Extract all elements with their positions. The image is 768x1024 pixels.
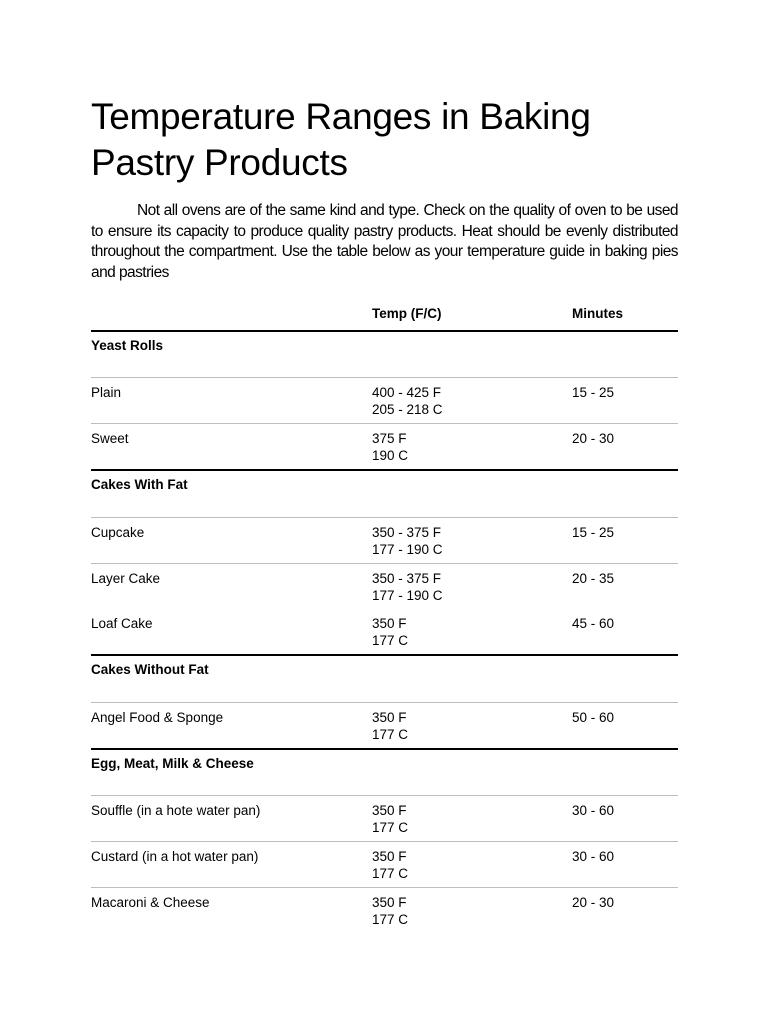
temp-f: 350 - 375 F xyxy=(372,525,442,540)
temp-cell xyxy=(372,524,443,558)
temp-c: 177 - 190 C xyxy=(372,542,443,557)
temp-cell xyxy=(372,848,408,882)
minutes-cell: 15 - 25 xyxy=(572,385,615,400)
table-header xyxy=(91,300,678,330)
temp-f: 350 F xyxy=(372,895,407,910)
minutes-cell: 20 - 30 xyxy=(572,431,615,446)
page-title: Temperature Ranges in Baking Pastry Products xyxy=(91,96,591,183)
temp-c: 177 C xyxy=(372,820,409,835)
minutes-cell: 30 - 60 xyxy=(572,849,615,864)
temp-f: 350 F xyxy=(372,710,407,725)
temp-f: 350 F xyxy=(372,803,407,818)
group-label: Cakes Without Fat xyxy=(91,662,209,677)
item-name: Loaf Cake xyxy=(91,616,153,631)
item-name: Layer Cake xyxy=(91,571,161,586)
item-name: Angel Food & Sponge xyxy=(91,710,224,725)
minutes-cell: 15 - 25 xyxy=(572,525,615,540)
minutes-cell: 30 - 60 xyxy=(572,803,615,818)
minutes-cell: 50 - 60 xyxy=(572,710,615,725)
temp-c: 177 C xyxy=(372,866,409,881)
temperature-table xyxy=(91,300,678,933)
table-row xyxy=(91,841,678,887)
table-row xyxy=(91,377,678,423)
temp-cell xyxy=(372,570,443,604)
temp-f: 350 F xyxy=(372,616,407,631)
item-name: Cupcake xyxy=(91,525,145,540)
temp-c: 190 C xyxy=(372,448,409,463)
table-row xyxy=(91,795,678,841)
group-header-cakes-with-fat xyxy=(91,469,678,517)
group-header-cakes-without-fat xyxy=(91,654,678,702)
table-row xyxy=(91,609,678,654)
temp-f: 350 - 375 F xyxy=(372,571,442,586)
temp-c: 177 C xyxy=(372,727,409,742)
table-row xyxy=(91,887,678,933)
intro-paragraph: Not all ovens are of the same kind and type. Check on the quality of oven to be used to ensure its capacity to produce quality pastry products. Heat should be evenly distributed throughout the compartment. Use the table below as your temperature guide in baking pies and pastries xyxy=(91,202,678,281)
minutes-cell: 20 - 35 xyxy=(572,571,615,586)
temp-c: 205 - 218 C xyxy=(372,402,443,417)
temp-f: 375 F xyxy=(372,431,407,446)
header-temp: Temp (F/C) xyxy=(372,306,442,321)
item-name: Souffle (in a hote water pan) xyxy=(91,803,261,818)
minutes-cell: 45 - 60 xyxy=(572,616,615,631)
group-label: Egg, Meat, Milk & Cheese xyxy=(91,756,254,771)
table-row xyxy=(91,702,678,748)
minutes-cell: 20 - 30 xyxy=(572,895,615,910)
temp-f: 400 - 425 F xyxy=(372,385,442,400)
group-label: Cakes With Fat xyxy=(91,477,188,492)
temp-cell xyxy=(372,384,443,418)
temp-c: 177 C xyxy=(372,633,409,648)
header-minutes: Minutes xyxy=(572,306,624,321)
temp-c: 177 C xyxy=(372,912,409,927)
group-header-egg-meat-milk-cheese xyxy=(91,748,678,795)
temp-cell xyxy=(372,709,408,743)
table-row xyxy=(91,517,678,563)
item-name: Macaroni & Cheese xyxy=(91,895,210,910)
temp-cell xyxy=(372,802,408,836)
item-name: Sweet xyxy=(91,431,129,446)
table-row xyxy=(91,563,678,609)
temp-cell xyxy=(372,894,408,928)
temp-f: 350 F xyxy=(372,849,407,864)
item-name: Plain xyxy=(91,385,122,400)
temp-cell xyxy=(372,615,408,649)
table-row xyxy=(91,423,678,469)
item-name: Custard (in a hot water pan) xyxy=(91,849,259,864)
group-label: Yeast Rolls xyxy=(91,338,164,353)
temp-c: 177 - 190 C xyxy=(372,588,443,603)
temp-cell xyxy=(372,430,408,464)
group-header-yeast-rolls xyxy=(91,330,678,377)
